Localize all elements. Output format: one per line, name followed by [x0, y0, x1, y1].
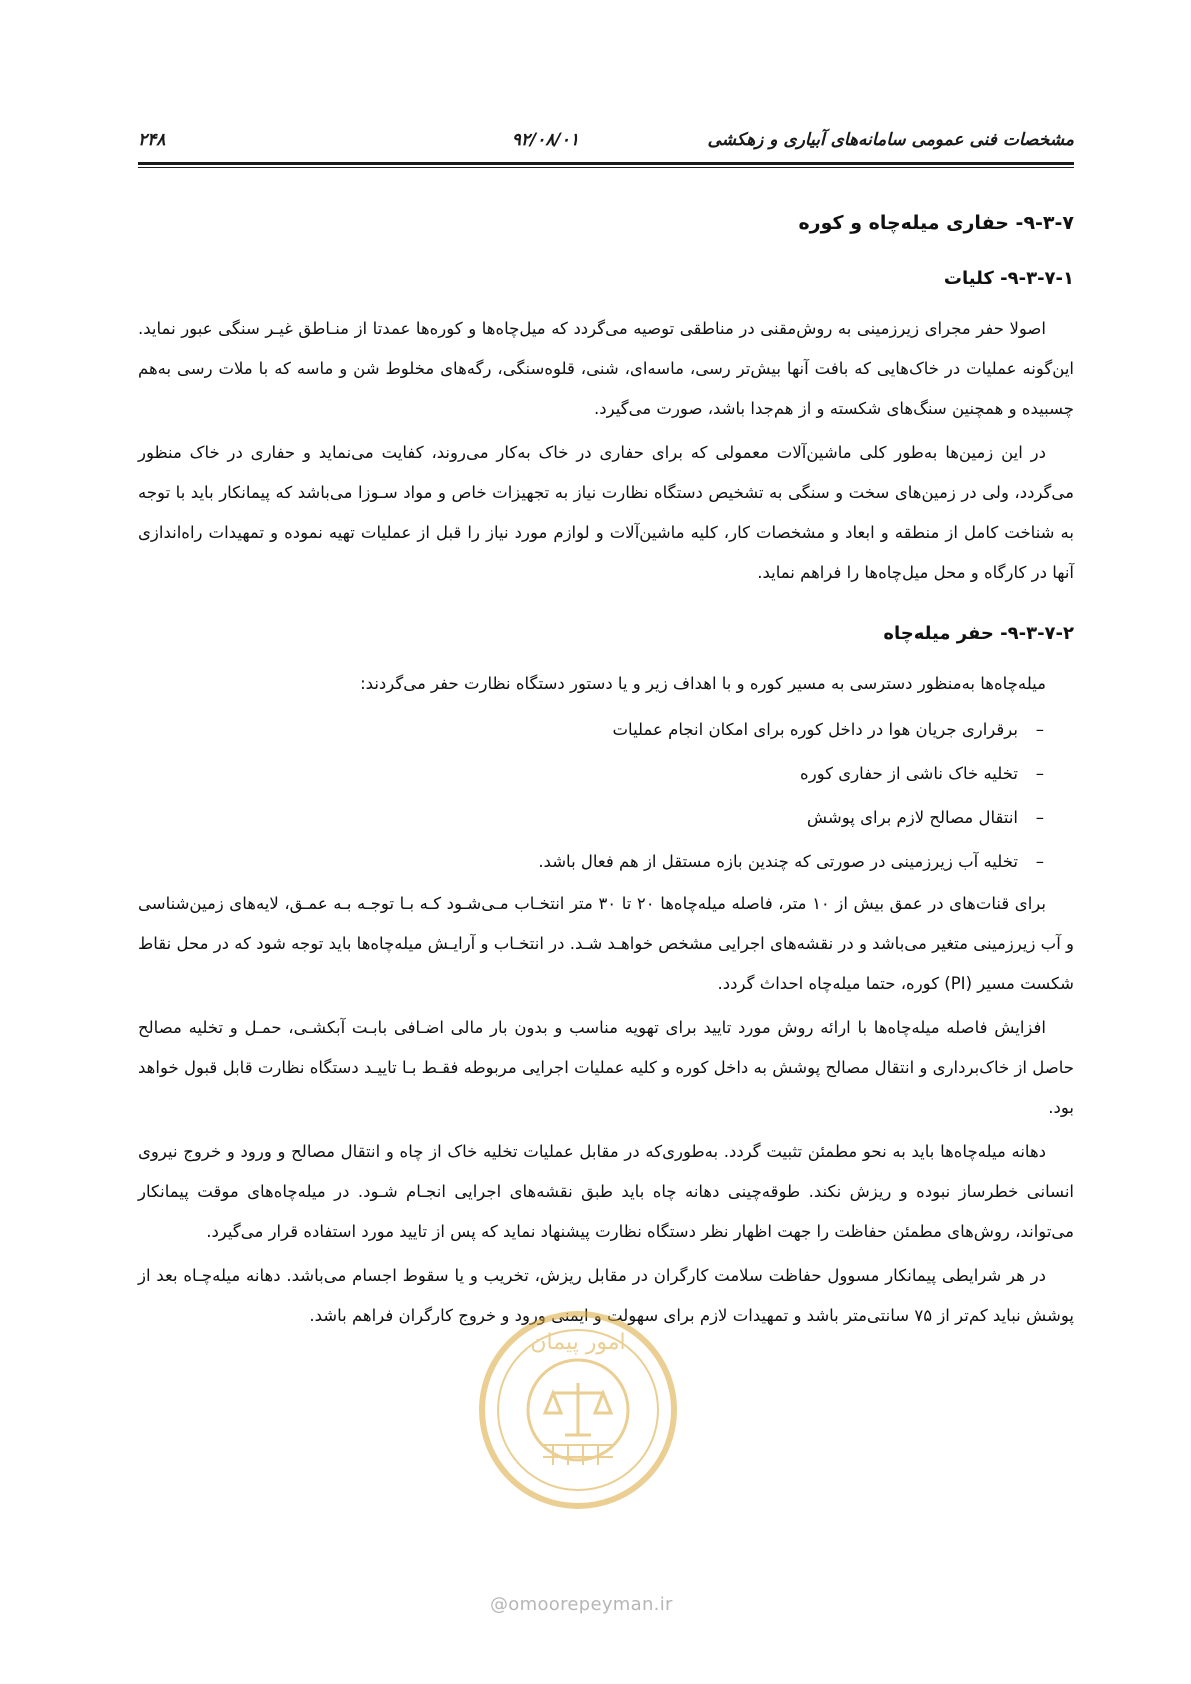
- list-item: [138, 840, 1044, 884]
- stamp-text: امور پیمان: [530, 1330, 626, 1355]
- dash-icon: –: [1035, 720, 1044, 739]
- page-number: ۲۴۸: [138, 130, 166, 150]
- dash-icon: –: [1035, 852, 1044, 871]
- paragraph: در هر شرایطی پیمانکار مسوول حفاظت سلامت کارگران در مقابل ریزش، تخریب و یا سقوط اجسام می‌باشد. دهانه میله‌چـاه بعد از پوشش نباید کم‌تر از ۷۵ سانتی‌متر باشد و تمهیدات لازم برای سهولت و ایمنی ورود و خروج کارگران فراهم باشد.: [138, 1266, 1074, 1325]
- list-item-text: تخلیه خاک ناشی از حفاری کوره: [800, 764, 1018, 783]
- paragraph: دهانه میله‌چاه‌ها باید به نحو مطمئن تثبیت گردد. به‌طوری‌که در مقابل عملیات تخلیه خاک از چاه و انتقال مصالح و ورود و خروج نیروی انسانی خطرساز نبوده و ریزش نکند. طوقه‌چینی دهانه چاه باید طبق نقشه‌های اجرایی انجـام شـود. در میله‌چاه‌های موقت پیمانکار می‌تواند، روش‌های مطمئن حفاظت را جهت اظهار نظر دستگاه نظارت پیشنهاد نماید که پس از تایید مورد استفاده قرار می‌گیرد.: [138, 1142, 1074, 1241]
- paragraph: در این زمین‌ها به‌طور کلی ماشین‌آلات معمولی که برای حفاری در خاک به‌کار می‌روند، کفایت می‌نماید و حفاری در خاک منظور می‌گردد، ولی در زمین‌های سخت و سنگی به تشخیص دستگاه نظارت نیاز به تجهیزات خاص و مواد سـوزا می‌باشد که پیمانکار باید با توجه به شناخت کامل از منطقه و ابعاد و مشخصات کار، کلیه ماشین‌آلات و لوازم مورد نیاز را قبل از عملیات تهیه نموده و تمهیدات راه‌اندازی آنها در کارگاه و محل میل‌چاه‌ها را فراهم نماید.: [138, 443, 1074, 582]
- paragraph: میله‌چاه‌ها به‌منظور دسترسی به مسیر کوره و با اهداف زیر و یا دستور دستگاه نظارت حفر می‌گردند:: [360, 674, 1046, 693]
- header-title: مشخصات فنی عمومی سامانه‌های آبیاری و زهکشی: [707, 130, 1074, 150]
- page-content: [138, 212, 1074, 1340]
- bullet-list: [138, 708, 1074, 884]
- list-item-text: انتقال مصالح لازم برای پوشش: [806, 808, 1018, 827]
- paragraph: اصولا حفر مجرای زیرزمینی به روش‌مقنی در مناطقی توصیه می‌گردد که میل‌چاه‌ها و کوره‌ها عمدتا از منـاطق غیـر سنگی عبور نماید. این‌گونه عملیات در خاک‌هایی که بافت آنها بیش‌تر رسی، ماسه‌ای، شنی، قلوه‌سنگی، رگه‌های مخلوط شن و ماسه که با ملات رسی به‌هم چسبیده و همچنین سنگ‌های شکسته و از هم‌جدا باشد، صورت می‌گیرد.: [138, 319, 1074, 418]
- header-rule: [138, 162, 1074, 168]
- subsection-title: ۹-۳-۷-۱- کلیات: [943, 268, 1074, 289]
- paragraph: افزایش فاصله میله‌چاه‌ها با ارائه روش مورد تایید برای تهویه مناسب و بدون بار مالی اضـافی بابـت آبکشـی، حمـل و تخلیه مصالح حاصل از خاک‌برداری و انتقال مصالح پوشش به داخل کوره و کلیه عملیات اجرایی مربوطه فقـط بـا تاییـد دستگاه نظارت قابل قبول خواهد بود.: [138, 1018, 1074, 1117]
- list-item-text: تخلیه آب زیرزمینی در صورتی که چندین بازه مستقل از هم فعال باشد.: [538, 852, 1018, 871]
- list-item: [138, 796, 1044, 840]
- header-date: ۹۲/۰۸/۰۱: [511, 130, 579, 150]
- section-title: ۹-۳-۷- حفاری میله‌چاه و کوره: [798, 212, 1074, 234]
- paragraph: برای قنات‌های در عمق بیش از ۱۰ متر، فاصله میله‌چاه‌ها ۲۰ تا ۳۰ متر انتخـاب مـی‌شـود کـه بـا توجـه بـه عمـق، لایه‌های زمین‌شناسی و آب زیرزمینی متغیر می‌باشد و در نقشه‌های اجرایی مشخص خواهـد شـد. در انتخـاب و آرایـش میله‌چاه‌ها باید توجه شود که در محل نقاط شکست مسیر (PI) کوره، حتما میله‌چاه احداث گردد.: [138, 894, 1074, 993]
- dash-icon: –: [1035, 764, 1044, 783]
- stamp-seal: [473, 1305, 683, 1515]
- subsection-title: ۹-۳-۷-۲- حفر میله‌چاه: [883, 623, 1074, 644]
- list-item: [138, 708, 1044, 752]
- list-item: [138, 752, 1044, 796]
- dash-icon: –: [1035, 808, 1044, 827]
- page-header: [138, 126, 1074, 158]
- watermark: @omoorepeyman.ir: [490, 1594, 673, 1615]
- list-item-text: برقراری جریان هوا در داخل کوره برای امکان انجام عملیات: [612, 720, 1018, 739]
- scales-icon: [545, 1383, 611, 1435]
